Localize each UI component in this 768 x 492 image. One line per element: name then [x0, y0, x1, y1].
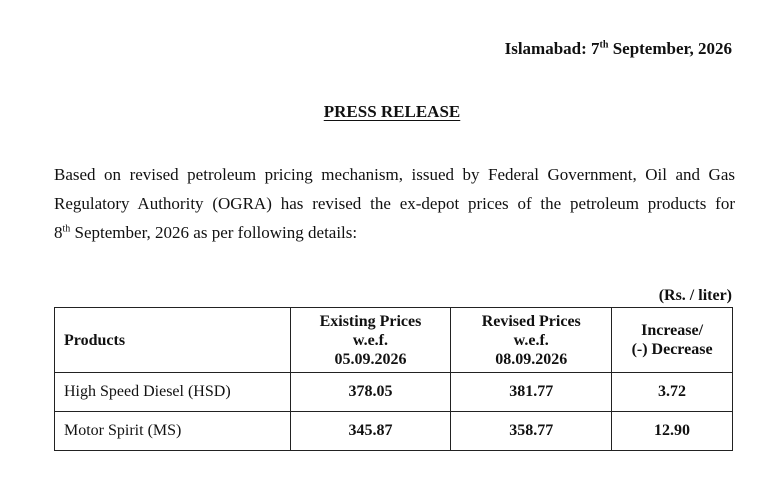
body-line-3-text: September, 2026 as per following details:	[74, 223, 358, 242]
cell-change: 3.72	[612, 373, 733, 412]
cell-existing-price: 378.05	[290, 373, 451, 412]
page-title-text: PRESS RELEASE	[323, 102, 461, 121]
header-revised-prices	[451, 308, 612, 373]
header-existing-prices	[290, 308, 451, 373]
header-revised-line-2: w.e.f.	[513, 331, 549, 349]
header-change	[612, 308, 733, 373]
dateline-day-suffix: th	[599, 39, 609, 51]
body-paragraph	[54, 160, 735, 247]
price-table	[54, 307, 733, 451]
cell-product: High Speed Diesel (HSD)	[55, 373, 291, 412]
table-header-row	[55, 308, 733, 373]
header-change-line-1: Increase/	[641, 322, 704, 339]
header-existing-line-2: w.e.f.	[352, 331, 389, 349]
dateline	[505, 39, 732, 59]
cell-revised-price: 358.77	[451, 412, 612, 451]
cell-existing-price: 345.87	[290, 412, 451, 451]
body-line-1: Based on revised petroleum pricing mechanism, issued by Federal Government, Oil and Gas	[54, 165, 735, 184]
header-existing-line-3: 05.09.2026	[334, 350, 407, 368]
header-revised-line-1: Revised Prices	[481, 312, 581, 330]
header-change-line-2: (-) Decrease	[631, 341, 713, 358]
dateline-city: Islamabad:	[504, 39, 587, 58]
body-date-suffix: th	[62, 223, 71, 235]
page-title	[0, 102, 768, 122]
body-date-day: 8	[54, 223, 63, 242]
cell-change: 12.90	[612, 412, 733, 451]
header-revised-line-3: 08.09.2026	[495, 350, 568, 368]
cell-product: Motor Spirit (MS)	[55, 412, 291, 451]
dateline-day: 7	[591, 39, 600, 58]
header-existing-line-1: Existing Prices	[319, 312, 422, 330]
body-line-3	[54, 218, 735, 247]
header-products: Products	[55, 308, 291, 373]
body-line-2: Regulatory Authority (OGRA) has revised the ex-depot prices of the petroleum products for	[54, 194, 735, 213]
cell-revised-price: 381.77	[451, 373, 612, 412]
table-row	[55, 373, 733, 412]
table-row	[55, 412, 733, 451]
dateline-month-year: September, 2026	[612, 39, 732, 58]
unit-label: (Rs. / liter)	[658, 287, 732, 304]
